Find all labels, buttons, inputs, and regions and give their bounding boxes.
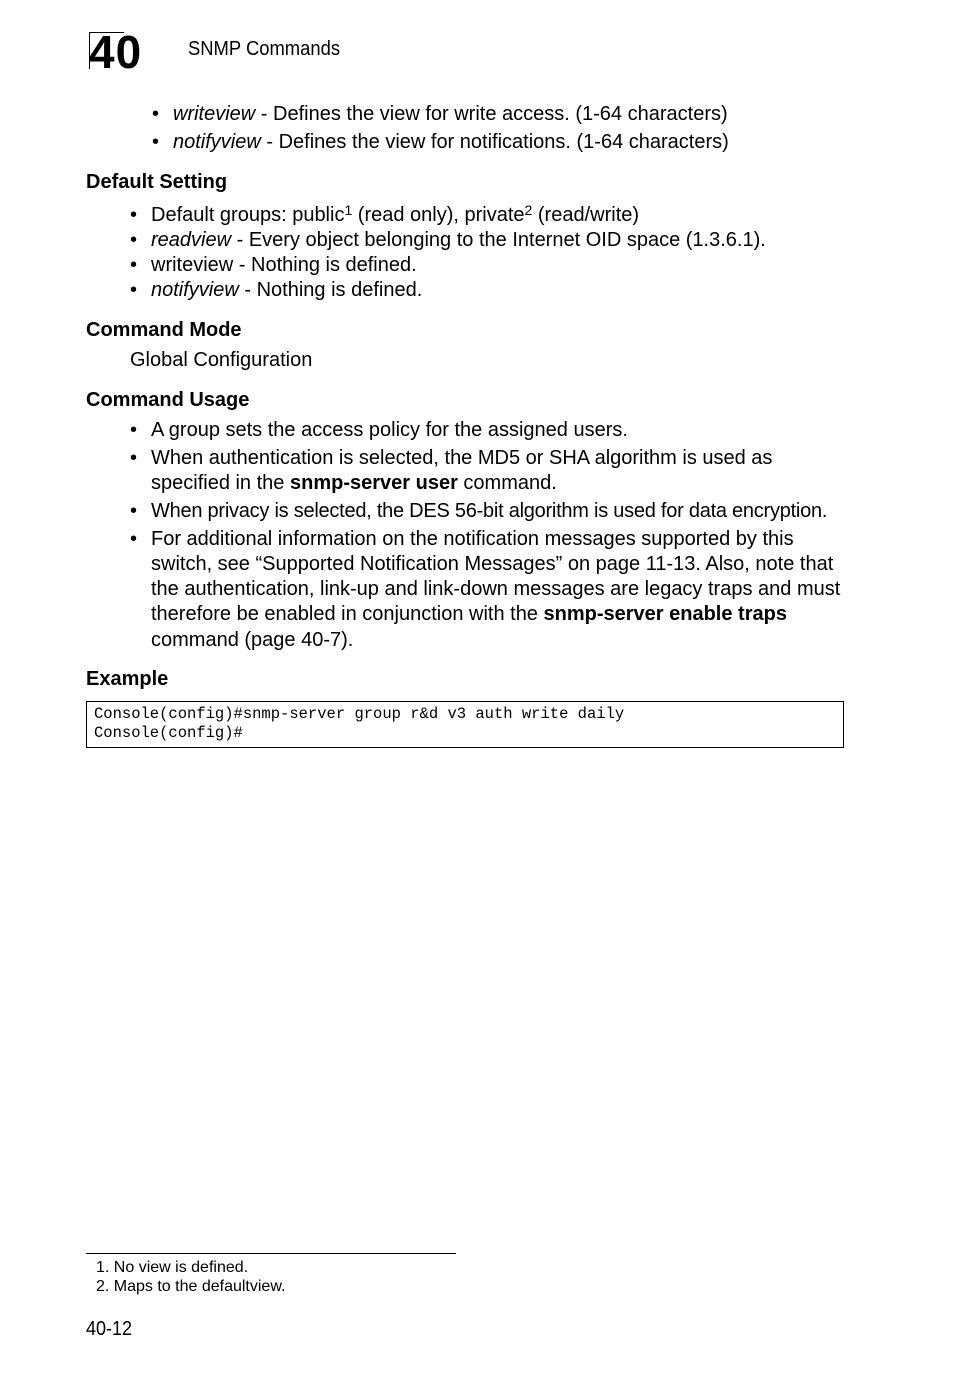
term-description: - Defines the view for write access. (1-64 characters) bbox=[255, 103, 728, 125]
bullet-marker: • bbox=[130, 500, 138, 522]
code-line: Console(config)# bbox=[94, 724, 243, 742]
list-item-continuation: the authentication, link-up and link-down messages are legacy traps and must bbox=[151, 578, 841, 600]
section-heading-command-usage: Command Usage bbox=[86, 389, 250, 411]
section-heading-command-mode: Command Mode bbox=[86, 319, 242, 341]
text: command. bbox=[457, 472, 557, 494]
list-item bbox=[151, 278, 422, 302]
text: therefore be enabled in conjunction with the bbox=[151, 603, 544, 625]
term-description: - Every object belonging to the Internet OID space (1.3.6.1). bbox=[231, 229, 766, 251]
bullet-marker: • bbox=[152, 103, 160, 125]
list-item bbox=[173, 102, 728, 126]
list-item: When privacy is selected, the DES 56-bit algorithm is used for data encryption. bbox=[151, 500, 828, 522]
chapter-title: SNMP Commands bbox=[188, 38, 341, 60]
bullet-marker: • bbox=[130, 419, 138, 441]
term-description: - Nothing is defined. bbox=[238, 279, 423, 301]
list-item: When authentication is selected, the MD5 or SHA algorithm is used as bbox=[151, 447, 773, 469]
bullet-marker: • bbox=[130, 204, 138, 226]
command-name: snmp-server enable traps bbox=[543, 603, 787, 625]
bullet-marker: • bbox=[130, 279, 138, 301]
term: writeview bbox=[173, 103, 256, 125]
footnote-2: 2. Maps to the defaultview. bbox=[96, 1278, 286, 1295]
text: specified in the bbox=[151, 472, 290, 494]
text: (read only), private bbox=[352, 204, 525, 226]
bullet-marker: • bbox=[130, 254, 138, 276]
list-item-continuation: command (page 40-7). bbox=[151, 629, 354, 651]
section-heading-default-setting: Default Setting bbox=[86, 171, 228, 193]
list-item bbox=[151, 203, 639, 227]
list-item bbox=[173, 130, 729, 154]
term-description: - Defines the view for notifications. (1-64 characters) bbox=[260, 131, 729, 153]
footnote-1: 1. No view is defined. bbox=[96, 1259, 249, 1276]
text: (read/write) bbox=[532, 204, 640, 226]
code-line: Console(config)#snmp-server group r&d v3 auth write daily bbox=[94, 705, 625, 723]
list-item-continuation: switch, see “Supported Notification Messages” on page 11-13. Also, note that bbox=[151, 553, 834, 575]
term: notifyview bbox=[151, 279, 239, 301]
code-example-box bbox=[86, 701, 844, 748]
list-item bbox=[151, 228, 766, 252]
list-item: writeview - Nothing is defined. bbox=[151, 254, 417, 276]
page-number: 40-12 bbox=[86, 1318, 133, 1340]
list-item-continuation bbox=[151, 602, 787, 626]
footnote-ref-2: 2 bbox=[524, 202, 533, 218]
section-heading-example: Example bbox=[86, 668, 169, 690]
term: notifyview bbox=[173, 131, 261, 153]
text: Default groups: public bbox=[151, 204, 345, 226]
bullet-marker: • bbox=[130, 447, 138, 469]
list-item: For additional information on the notification messages supported by this bbox=[151, 528, 794, 550]
list-item: A group sets the access policy for the assigned users. bbox=[151, 419, 628, 441]
footnote-divider bbox=[86, 1253, 456, 1254]
term: readview bbox=[151, 229, 232, 251]
chapter-number: 40 bbox=[89, 26, 143, 78]
command-name: snmp-server user bbox=[289, 472, 458, 494]
bullet-marker: • bbox=[130, 229, 138, 251]
command-mode-text: Global Configuration bbox=[130, 349, 313, 371]
footnote-ref-1: 1 bbox=[344, 202, 353, 218]
list-item-continuation bbox=[151, 471, 557, 495]
bullet-marker: • bbox=[130, 528, 138, 550]
bullet-marker: • bbox=[152, 131, 160, 153]
